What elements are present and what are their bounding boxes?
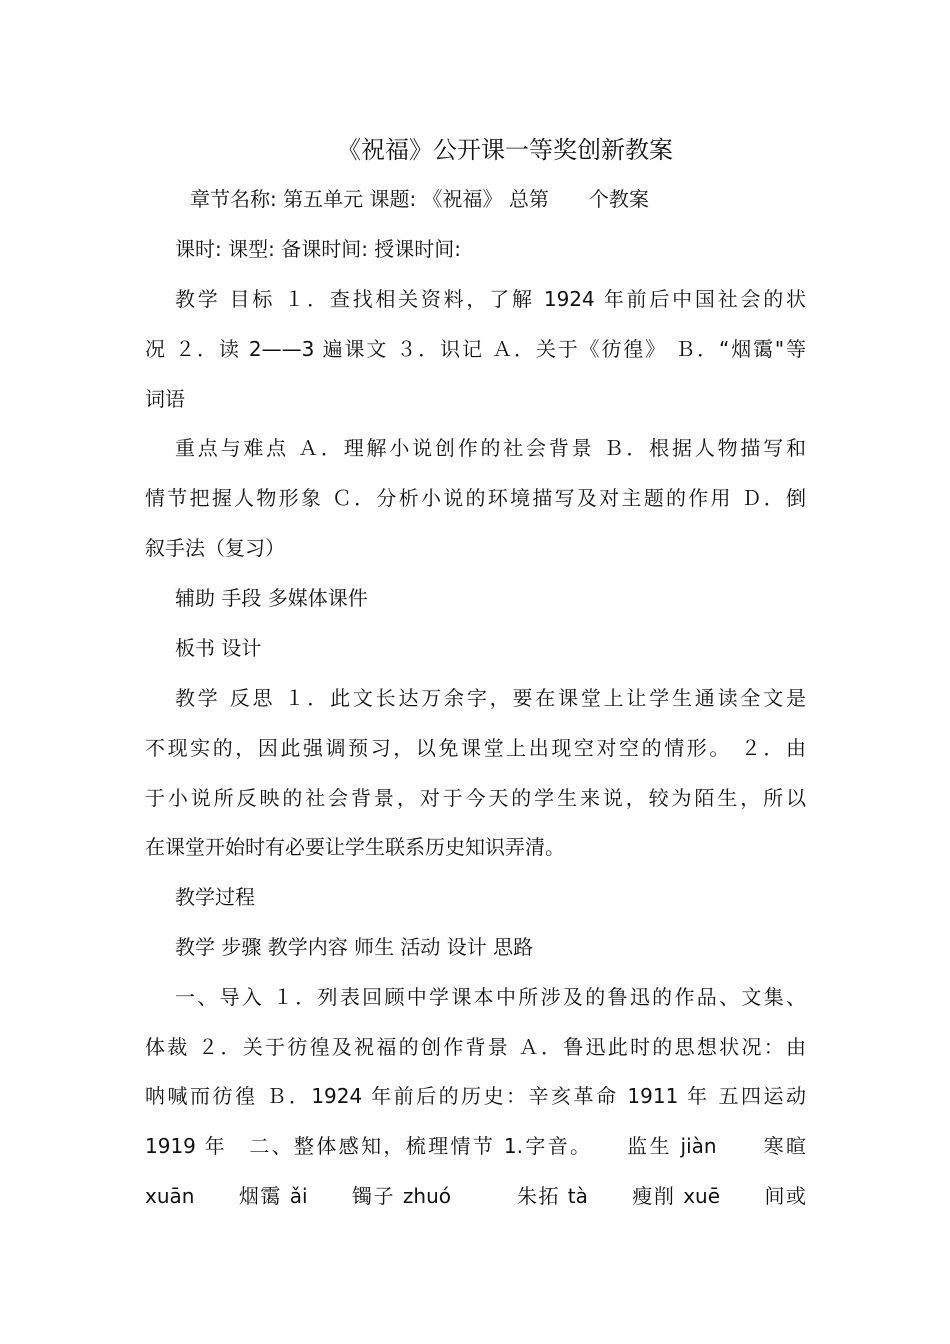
reflection-line-4: 在课堂开始时有必要让学生联系历史知识弄清。 xyxy=(145,835,565,859)
reflection-line-3: 于小说所反映的社会背景，对于今天的学生来说，较为陌生，所以 xyxy=(145,786,806,810)
goals-line-1: 教学 目标 １．查找相关资料，了解 1924 年前后中国社会的状 xyxy=(175,287,806,311)
goals-line-2: 况 ２．读 2——3 遍课文 ３．识记 Ａ．关于《彷徨》 Ｂ．“烟霭"等 xyxy=(145,337,806,361)
goals-line-3: 词语 xyxy=(145,387,185,411)
pronunciation-line: xuān 烟霭 ǎi 镯子 zhuó 朱拓 tà 瘦削 xuē 间或 xyxy=(145,1184,806,1208)
reflection-line-1: 教学 反思 １．此文长达万余字，要在课堂上让学生通读全文是 xyxy=(175,686,806,710)
key-points-line-3: 叙手法（复习） xyxy=(145,536,285,560)
class-hours-line: 课时: 课型: 备课时间: 授课时间: xyxy=(175,237,462,261)
board-design-line: 板书 设计 xyxy=(175,636,262,660)
key-points-line-1: 重点与难点 Ａ．理解小说创作的社会背景 Ｂ．根据人物描写和 xyxy=(175,436,806,460)
process-columns-line: 教学 步骤 教学内容 师生 活动 设计 思路 xyxy=(175,935,534,959)
reflection-line-2: 不现实的，因此强调预习，以免课堂上出现空对空的情形。 ２．由 xyxy=(145,736,806,760)
process-heading: 教学过程 xyxy=(175,885,255,909)
intro-line-3: 呐喊而彷徨 Ｂ．1924 年前后的历史：辛亥革命 1911 年 五四运动 xyxy=(145,1084,806,1108)
document-title: 《祝福》公开课一等奖创新教案 xyxy=(337,136,673,164)
intro-line-2: 体裁 ２．关于彷徨及祝福的创作背景 Ａ．鲁迅此时的思想状况：由 xyxy=(145,1035,806,1059)
chapter-info-line: 章节名称: 第五单元 课题: 《祝福》 总第 个教案 xyxy=(190,187,649,211)
overview-line-1: 1919 年 二、整体感知，梳理情节 1.字音。 监生 jiàn 寒暄 xyxy=(145,1134,806,1158)
key-points-line-2: 情节把握人物形象 Ｃ．分析小说的环境描写及对主题的作用 Ｄ．倒 xyxy=(145,486,806,510)
aids-line: 辅助 手段 多媒体课件 xyxy=(175,586,368,610)
intro-line-1: 一、导入 １．列表回顾中学课本中所涉及的鲁迅的作品、文集、 xyxy=(175,985,806,1009)
